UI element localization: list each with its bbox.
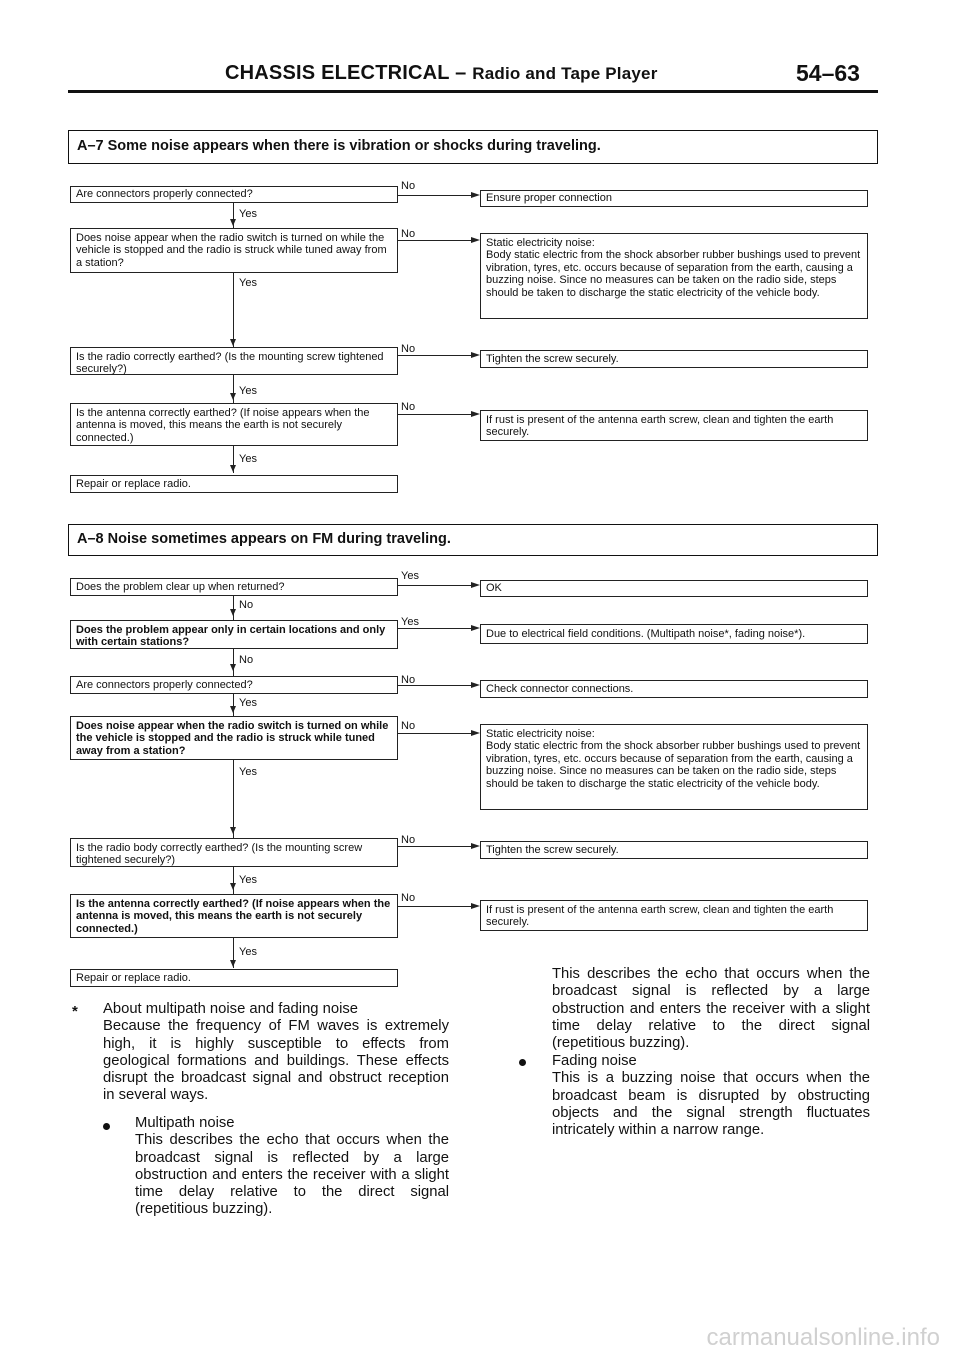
- a7-yes-label-4: Yes: [239, 453, 257, 465]
- a8-branch-line-5: [398, 846, 472, 847]
- footnote-bullet-fading: [552, 1053, 870, 1139]
- a8-branch-label-2: Yes: [401, 616, 419, 628]
- a8-result-static-electricity: Static electricity noise: Body static electric from the shock absorber rubber bushings used to prevent vibration, tyres, etc. occurs because of separation from the earth, causing a buzzing noise. Since no measures can be taken on the radio side, steps should be taken to discharge the static electricity of the vehicle body.: [480, 724, 868, 810]
- arrow-down-icon: [230, 219, 236, 226]
- a8-result-ok: OK: [480, 580, 868, 597]
- footnote-bullet-multipath: [135, 1115, 449, 1218]
- a8-next-label-4: Yes: [239, 766, 257, 778]
- a8-check-radio-body-earth: Is the radio body correctly earthed? (Is the mounting screw tightened securely?): [70, 838, 398, 867]
- bullet-text-fading: This is a buzzing noise that occurs when the broadcast beam is disrupted by obstructing objects and the signal strength fluctuates intricately within a narrow range.: [552, 1070, 870, 1139]
- bullet-title-fading: Fading noise: [552, 1053, 637, 1069]
- a7-check-radio-earth: Is the radio correctly earthed? (Is the mounting screw tightened securely?): [70, 347, 398, 375]
- a8-result-check-connector: Check connector connections.: [480, 680, 868, 698]
- a7-no-label-3: No: [401, 343, 416, 355]
- a8-check-antenna-earth: Is the antenna correctly earthed? (If noise appears when the antenna is moved, this means the earth is not securely connected.): [70, 894, 398, 938]
- arrow-right-icon: [471, 237, 480, 243]
- a8-check-certain-locations: Does the problem appear only in certain locations and only with certain stations?: [70, 620, 398, 649]
- page-header-title: [225, 62, 658, 85]
- bullet-text-multipath-part2: This describes the echo that occurs when the broadcast signal is reflected by a large obstruction and enters the receiver with a slight time delay relative to the direct signal (repetitious buzzing).: [552, 966, 870, 1052]
- arrow-right-icon: [471, 682, 480, 688]
- arrow-down-icon: [230, 883, 236, 890]
- a8-branch-line-1: [398, 585, 472, 586]
- chapter-subtitle: Radio and Tape Player: [472, 64, 658, 83]
- arrow-down-icon: [230, 465, 236, 472]
- bullet-text-multipath-part1: This describes the echo that occurs when the broadcast signal is reflected by a large obstruction and enters the receiver with a slight time delay relative to the direct signal (repetitious buzzing).: [135, 1132, 449, 1218]
- a7-branch-line-1: [398, 195, 472, 196]
- bullet-title-multipath: Multipath noise: [135, 1115, 235, 1131]
- arrow-right-icon: [471, 625, 480, 631]
- a8-result-tighten-screw: Tighten the screw securely.: [480, 841, 868, 859]
- a7-final-repair: Repair or replace radio.: [70, 475, 398, 493]
- a7-result-ensure-connection: Ensure proper connection: [480, 190, 868, 207]
- footnote-left-column: [103, 1001, 449, 1105]
- arrow-down-icon: [230, 664, 236, 671]
- section-a7-title: A–7 Some noise appears when there is vibration or shocks during traveling.: [77, 138, 601, 154]
- a8-branch-label-1: Yes: [401, 570, 419, 582]
- title-dash: –: [455, 62, 467, 84]
- a8-check-connectors: Are connectors properly connected?: [70, 676, 398, 694]
- a8-branch-label-4: No: [401, 720, 416, 732]
- a7-yes-label-3: Yes: [239, 385, 257, 397]
- footnote-intro: Because the frequency of FM waves is extremely high, it is highly susceptible to effects from geological formations and buildings. These effects disrupt the broadcast signal and obstruct reception in several ways.: [103, 1018, 449, 1104]
- a8-next-label-5: Yes: [239, 874, 257, 886]
- footnote-heading: About multipath noise and fading noise: [103, 1001, 359, 1017]
- arrow-right-icon: [471, 192, 480, 198]
- bullet-dot-icon: [103, 1123, 110, 1130]
- arrow-down-icon: [230, 706, 236, 713]
- arrow-right-icon: [471, 903, 480, 909]
- header-rule: [68, 90, 878, 93]
- a7-check-static-noise: Does noise appear when the radio switch is turned on while the vehicle is stopped and the radio is struck while tuned away from a station?: [70, 228, 398, 273]
- arrow-down-icon: [230, 339, 236, 346]
- a7-no-label-1: No: [401, 180, 416, 192]
- a7-check-antenna-earth: Is the antenna correctly earthed? (If noise appears when the antenna is moved, this means the earth is not securely connected.): [70, 403, 398, 446]
- arrow-right-icon: [471, 843, 480, 849]
- section-a8-title-box: [68, 524, 878, 556]
- arrow-down-icon: [230, 393, 236, 400]
- page-number: 54–63: [796, 60, 860, 86]
- a8-result-field-conditions: Due to electrical field conditions. (Multipath noise*, fading noise*).: [480, 624, 868, 644]
- a8-next-label-1: No: [239, 599, 254, 611]
- a7-branch-line-2: [398, 240, 472, 241]
- a7-result-tighten-screw: Tighten the screw securely.: [480, 350, 868, 368]
- a7-no-label-2: No: [401, 228, 416, 240]
- a7-yes-label-2: Yes: [239, 277, 257, 289]
- a8-branch-label-6: No: [401, 892, 416, 904]
- a8-branch-label-5: No: [401, 834, 416, 846]
- a8-check-static-noise: Does noise appear when the radio switch is turned on while the vehicle is stopped and the radio is struck while tuned away from a station?: [70, 716, 398, 760]
- a7-check-connectors: Are connectors properly connected?: [70, 186, 398, 203]
- a7-no-label-4: No: [401, 401, 416, 413]
- section-a7-title-box: [68, 130, 878, 164]
- footnote-asterisk: *: [72, 1003, 78, 1020]
- arrow-right-icon: [471, 411, 480, 417]
- a7-branch-line-4: [398, 414, 472, 415]
- a7-result-static-electricity: Static electricity noise: Body static electric from the shock absorber rubber bushings used to prevent vibration, tyres, etc. occurs because of separation from the earth, causing a buzzing noise. Since no measures can be taken on the radio side, steps should be taken to discharge the static electricity of the vehicle body.: [480, 233, 868, 319]
- chapter-title: CHASSIS ELECTRICAL: [225, 62, 450, 84]
- arrow-right-icon: [471, 730, 480, 736]
- a8-next-label-3: Yes: [239, 697, 257, 709]
- arrow-down-icon: [230, 827, 236, 834]
- a7-branch-line-3: [398, 355, 472, 356]
- a8-branch-label-3: No: [401, 674, 416, 686]
- a8-branch-line-4: [398, 733, 472, 734]
- a8-branch-line-2: [398, 628, 472, 629]
- arrow-right-icon: [471, 352, 480, 358]
- bullet-dot-icon: [519, 1059, 526, 1066]
- a8-branch-line-6: [398, 906, 472, 907]
- a8-result-antenna-rust: If rust is present of the antenna earth screw, clean and tighten the earth securely.: [480, 900, 868, 931]
- a8-next-label-2: No: [239, 654, 254, 666]
- arrow-down-icon: [230, 609, 236, 616]
- a8-check-clear-up: Does the problem clear up when returned?: [70, 578, 398, 596]
- footnote-right-column-continuation: [552, 966, 870, 1053]
- a7-result-antenna-rust: If rust is present of the antenna earth screw, clean and tighten the earth securely.: [480, 410, 868, 441]
- arrow-down-icon: [230, 960, 236, 967]
- section-a8-title: A–8 Noise sometimes appears on FM during traveling.: [77, 531, 451, 547]
- a8-final-repair: Repair or replace radio.: [70, 969, 398, 987]
- a7-yes-label-1: Yes: [239, 208, 257, 220]
- a8-next-label-6: Yes: [239, 946, 257, 958]
- arrow-right-icon: [471, 582, 480, 588]
- watermark-text: carmanualsonline.info: [706, 1324, 940, 1351]
